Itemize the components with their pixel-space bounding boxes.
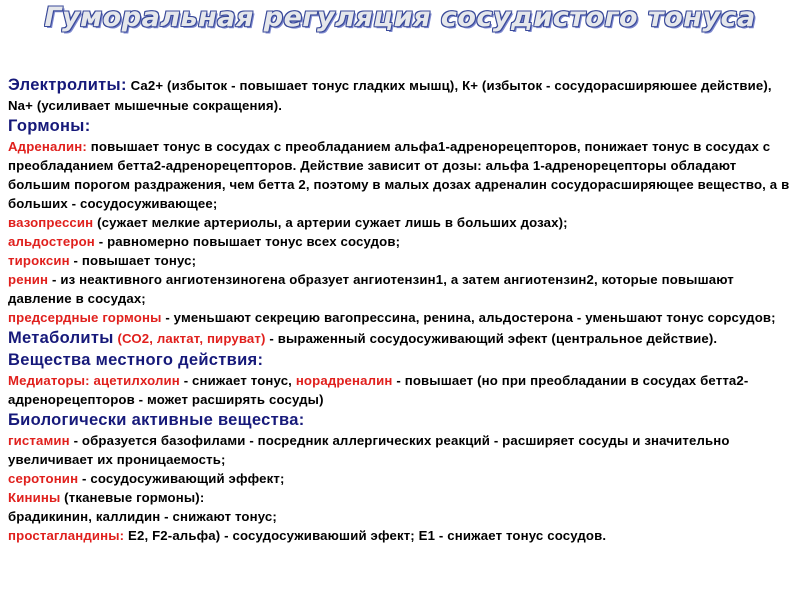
atrial-hormones-paragraph bbox=[8, 308, 790, 327]
bradykinin-paragraph: брадикинин, каллидин - снижают тонус; bbox=[8, 509, 277, 524]
histamine-text: - образуется базофилами - посредник аллергических реакций - расширяет сосуды и значительно увеличивает их проницаемость; bbox=[8, 433, 730, 467]
aldosterone-text: - равномерно повышает тонус всех сосудов; bbox=[94, 234, 401, 249]
hormones-heading: Гормоны: bbox=[8, 117, 91, 135]
prostaglandins-term: простагландины: bbox=[8, 528, 125, 543]
metabolites-paragraph bbox=[8, 327, 790, 349]
adrenaline-term: Адреналин: bbox=[8, 139, 87, 154]
vasopressin-text: (сужает мелкие артериолы, а артерии сужает лишь в больших дозах); bbox=[93, 215, 568, 230]
kinins-term: Кинины bbox=[8, 490, 61, 505]
mediators-text: - снижает тонус, bbox=[179, 373, 296, 388]
page-title: Гуморальная регуляция сосудистого тонуса bbox=[44, 2, 756, 33]
aldosterone-term: альдостерон bbox=[8, 234, 95, 249]
renin-paragraph bbox=[8, 270, 790, 308]
atrial-hormones-text: - уменьшают секрецию вагопрессина, ренина, альдостерона - уменьшают тонус сорсудов; bbox=[161, 310, 776, 325]
noradrenaline-term: норадреналин bbox=[295, 373, 393, 388]
electrolytes-heading: Электролиты: bbox=[8, 76, 127, 94]
metabolites-heading: Метаболиты bbox=[8, 329, 114, 347]
renin-text: - из неактивного ангиотензиногена образует ангиотензин1, а затем ангиотензин2, которые повышают давление в сосудах; bbox=[8, 272, 734, 306]
electrolytes-paragraph bbox=[8, 74, 790, 115]
serotonin-term: серотонин bbox=[8, 471, 79, 486]
thyroxine-term: тироксин bbox=[8, 253, 70, 268]
thyroxine-text: - повышает тонус; bbox=[69, 253, 197, 268]
renin-term: ренин bbox=[8, 272, 49, 287]
document-body bbox=[8, 74, 790, 545]
serotonin-paragraph bbox=[8, 469, 790, 488]
vasopressin-term: вазопрессин bbox=[8, 215, 94, 230]
histamine-term: гистамин bbox=[8, 433, 70, 448]
prostaglandins-paragraph bbox=[8, 526, 790, 545]
mediators-paragraph bbox=[8, 371, 790, 409]
kinins-paragraph bbox=[8, 488, 790, 507]
prostaglandins-text: Е2, F2-альфа) - сосудосуживаюший эфект; Е1 - снижает тонус сосудов. bbox=[124, 528, 607, 543]
mediators-term: Медиаторы: ацетилхолин bbox=[8, 373, 180, 388]
bioactive-heading: Биологически активные вещества: bbox=[8, 411, 305, 429]
electrolytes-text: Са2+ (избыток - повышает тонус гладких мышц), К+ (избыток - сосудорасширяюшее действие), Nа+ (усиливает мышечные сокращения). bbox=[8, 78, 772, 113]
noradrenaline-text: - повышает (но при преобладании в сосудах бетта2-адренорецепторов - может расширять сосуды) bbox=[8, 373, 749, 407]
serotonin-text: - сосудосуживающий эффект; bbox=[78, 471, 285, 486]
metabolites-text: - выраженный сосудосуживающий эфект (центральное действие). bbox=[265, 331, 718, 346]
local-substances-heading: Вещества местного действия: bbox=[8, 351, 264, 369]
metabolites-list: (СО2, лактат, пируват) bbox=[113, 331, 266, 346]
thyroxine-paragraph bbox=[8, 251, 790, 270]
kinins-text: (тканевые гормоны): bbox=[60, 490, 205, 505]
vasopressin-paragraph bbox=[8, 213, 790, 232]
aldosterone-paragraph bbox=[8, 232, 790, 251]
adrenaline-paragraph bbox=[8, 137, 790, 213]
atrial-hormones-term: предсердные гормоны bbox=[8, 310, 162, 325]
histamine-paragraph bbox=[8, 431, 790, 469]
adrenaline-text: повышает тонус в сосудах с преобладанием альфа1-адренорецепторов, понижает тонус в сосудах с преобладанием бетта2-адренорецепторов. Действие зависит от дозы: альфа 1-адренорецепторы обладают большим порогом раздражения, чем бетта 2, поэтому в малых дозах адреналин сосудорасширяющее вещество, а в больших - сосудосуживающее; bbox=[8, 139, 790, 211]
